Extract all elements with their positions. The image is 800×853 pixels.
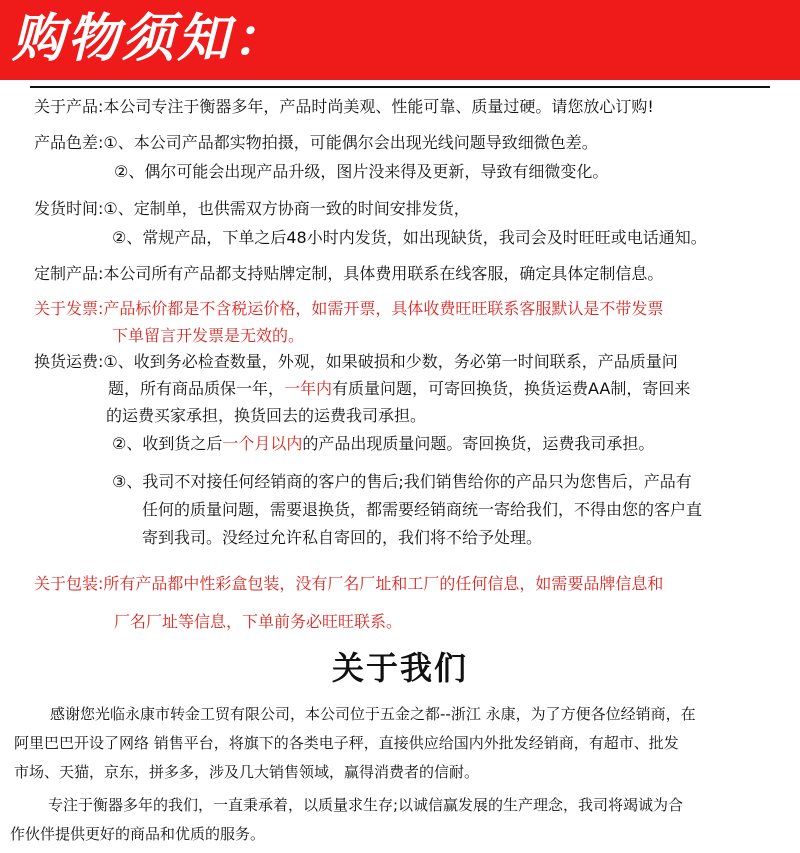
notice-invoice-2: 下单留言开发票是无效的。 xyxy=(112,326,305,345)
about-title: 关于我们 xyxy=(331,649,468,687)
header-banner xyxy=(0,0,800,80)
about-p1-line3: 市场、天猫，京东，拼多多，涉及几大销售领域，赢得消费者的信耐。 xyxy=(14,763,480,781)
notice-exchange-2 xyxy=(108,378,690,400)
exchange-4c: 的产品出现质量问题。寄回换货，运费我司承担。 xyxy=(302,434,655,453)
notice-exchange-1: 换货运费:①、收到务必检查数量，外观，如果破损和少数，务必第一时间联系，产品质量问 xyxy=(34,352,678,371)
notice-exchange-6: 任何的质量问题，需要退换货，都需要经销商统一寄给我们，不得由您的客户直 xyxy=(142,500,703,519)
notice-packaging-1: 关于包装:所有产品都中性彩盒包装，没有厂名厂址和工厂的任何信息，如需要品牌信息和 xyxy=(34,574,664,593)
exchange-2c: 有质量问题，可寄回换货，换货运费AA制，寄回来 xyxy=(332,379,691,398)
exchange-2b-highlight: 一年内 xyxy=(284,379,333,398)
notice-shipping-2: ②、常规产品，下单之后48小时内发货，如出现缺货，我司会及时旺旺或电话通知。 xyxy=(112,228,707,247)
notice-color-diff-1: 产品色差:①、本公司产品都实物拍摄，可能偶尔会出现光线问题导致细微色差。 xyxy=(34,133,598,152)
notice-shipping-1: 发货时间:①、定制单，也供需双方协商一致的时间安排发货， xyxy=(34,199,470,218)
about-p1-line1: 感谢您光临永康市转金工贸有限公司，本公司位于五金之都--浙江 永康，为了方便各位经销商，在 xyxy=(50,705,696,723)
notice-packaging-2: 厂名厂址等信息，下单前务必旺旺联系。 xyxy=(114,612,403,631)
notice-invoice-1: 关于发票:产品标价都是不含税运价格，如需开票，具体收费旺旺联系客服默认是不带发票 xyxy=(34,299,664,318)
about-p1-line2: 阿里巴巴开设了网络 销售平台，将旗下的各类电子秤，直接供应给国内外批发经销商，有超市、批发 xyxy=(14,734,679,752)
about-p2-line2: 作伙伴提供更好的商品和优质的服务。 xyxy=(10,825,266,843)
notice-color-diff-2: ②、偶尔可能会出现产品升级，图片没来得及更新，导致有细微变化。 xyxy=(114,162,609,181)
exchange-4a: ②、收到货之后 xyxy=(112,434,223,453)
divider xyxy=(30,86,770,88)
banner-title: 购物须知： xyxy=(12,9,288,69)
exchange-4b-highlight: 一个月以内 xyxy=(222,434,303,453)
notice-exchange-7: 寄到我司。没经过允许私自寄回的，我们将不给予处理。 xyxy=(142,528,543,547)
notice-exchange-3: 的运费买家承担，换货回去的运费我司承担。 xyxy=(106,406,427,425)
notice-exchange-4 xyxy=(112,433,654,455)
notice-exchange-5: ③、我司不对接任何经销商的客户的售后;我们销售给你的产品只为您售后，产品有 xyxy=(112,472,692,491)
exchange-2a: 题，所有商品质保一年， xyxy=(108,379,285,398)
notice-custom: 定制产品:本公司所有产品都支持贴牌定制，具体费用联系在线客服，确定具体定制信息。 xyxy=(34,264,664,283)
notice-products: 关于产品:本公司专注于衡器多年，产品时尚美观、性能可靠、质量过硬。请您放心订购! xyxy=(34,97,654,116)
about-p2-line1: 专注于衡器多年的我们，一直秉承着，以质量求生存;以诚信赢发展的生产理念，我司将竭诚为合 xyxy=(48,796,684,814)
